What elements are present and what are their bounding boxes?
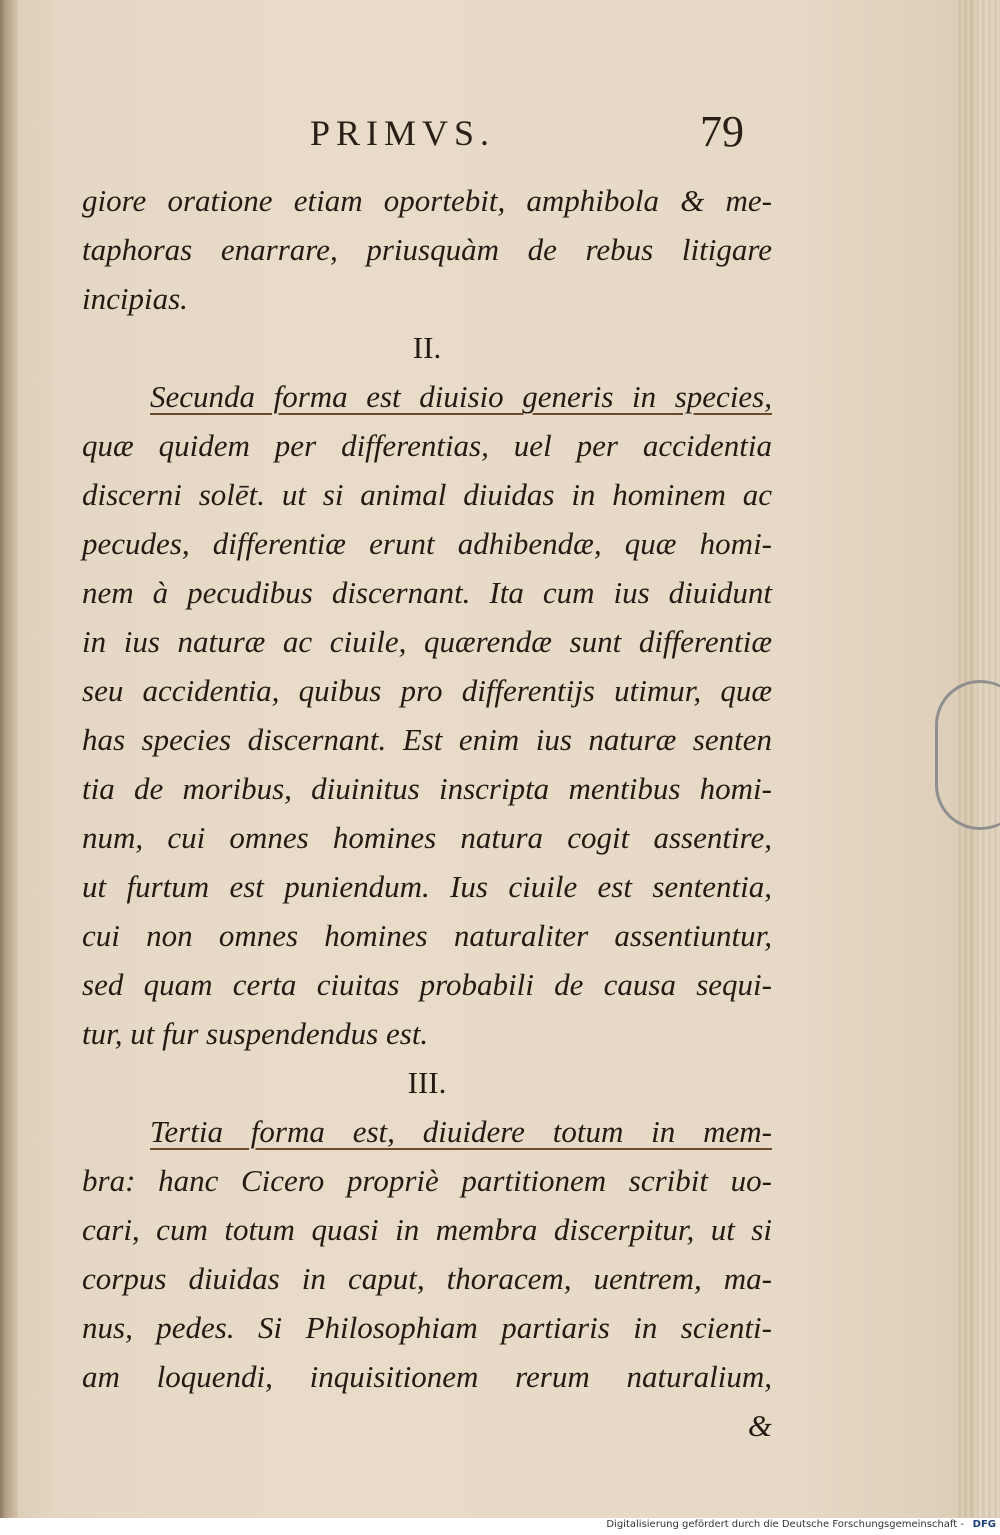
- text-line: taphoras enarrare, priusquàm de rebus litigare: [82, 232, 772, 267]
- section-number: II.: [412, 330, 442, 365]
- text-line: discerni solēt. ut si animal diuidas in hominem ac: [82, 477, 772, 512]
- dfg-logo: DFG: [972, 1519, 996, 1530]
- text-line: bra: hanc Cicero propriè partitionem scribit uo-: [82, 1163, 772, 1198]
- digitization-credit: Digitalisierung gefördert durch die Deutsche Forschungsgemeinschaft -: [606, 1519, 964, 1530]
- page-clip: [935, 680, 1000, 830]
- text-line: in ius naturæ ac ciuile, quærendæ sunt differentiæ: [82, 624, 772, 659]
- text-line: pecudes, differentiæ erunt adhibendæ, quæ homi-: [82, 526, 772, 561]
- text-line: quæ quidem per differentias, uel per accidentia: [82, 428, 772, 463]
- body-text: [82, 176, 772, 1450]
- text-line: tur, ut fur suspendendus est.: [82, 1016, 429, 1051]
- text-line: ut furtum est puniendum. Ius ciuile est sententia,: [82, 869, 772, 904]
- text-line: has species discernant. Est enim ius naturæ senten: [82, 722, 772, 757]
- text-line: am loquendi, inquisitionem rerum naturalium,: [82, 1359, 772, 1394]
- underlined-text: Tertia forma est, diuidere totum in mem-: [150, 1114, 772, 1149]
- text-line: nus, pedes. Si Philosophiam partiaris in scienti-: [82, 1310, 772, 1345]
- text-line: tia de moribus, diuinitus inscripta mentibus homi-: [82, 771, 772, 806]
- page-gutter: [0, 0, 18, 1518]
- text-line: giore oratione etiam oportebit, amphibola & me-: [82, 183, 772, 218]
- page-number: 79: [700, 107, 744, 156]
- text-line: cui non omnes homines naturaliter assentiuntur,: [82, 918, 772, 953]
- text-line: incipias.: [82, 281, 188, 316]
- text-line: nem à pecudibus discernant. Ita cum ius diuidunt: [82, 575, 772, 610]
- text-line: [82, 1107, 772, 1156]
- text-line: [82, 372, 772, 421]
- text-line: sed quam certa ciuitas probabili de causa sequi-: [82, 967, 772, 1002]
- catchword: &: [747, 1408, 772, 1443]
- section-number: III.: [407, 1065, 447, 1100]
- text-line: corpus diuidas in caput, thoracem, uentrem, ma-: [82, 1261, 772, 1296]
- text-line: cari, cum totum quasi in membra discerpitur, ut si: [82, 1212, 772, 1247]
- text-line: seu accidentia, quibus pro differentijs utimur, quæ: [82, 673, 772, 708]
- running-title: PRIMVS.: [310, 113, 496, 153]
- underlined-text: Secunda forma est diuisio generis in species,: [150, 379, 772, 414]
- text-line: num, cui omnes homines natura cogit assentire,: [82, 820, 772, 855]
